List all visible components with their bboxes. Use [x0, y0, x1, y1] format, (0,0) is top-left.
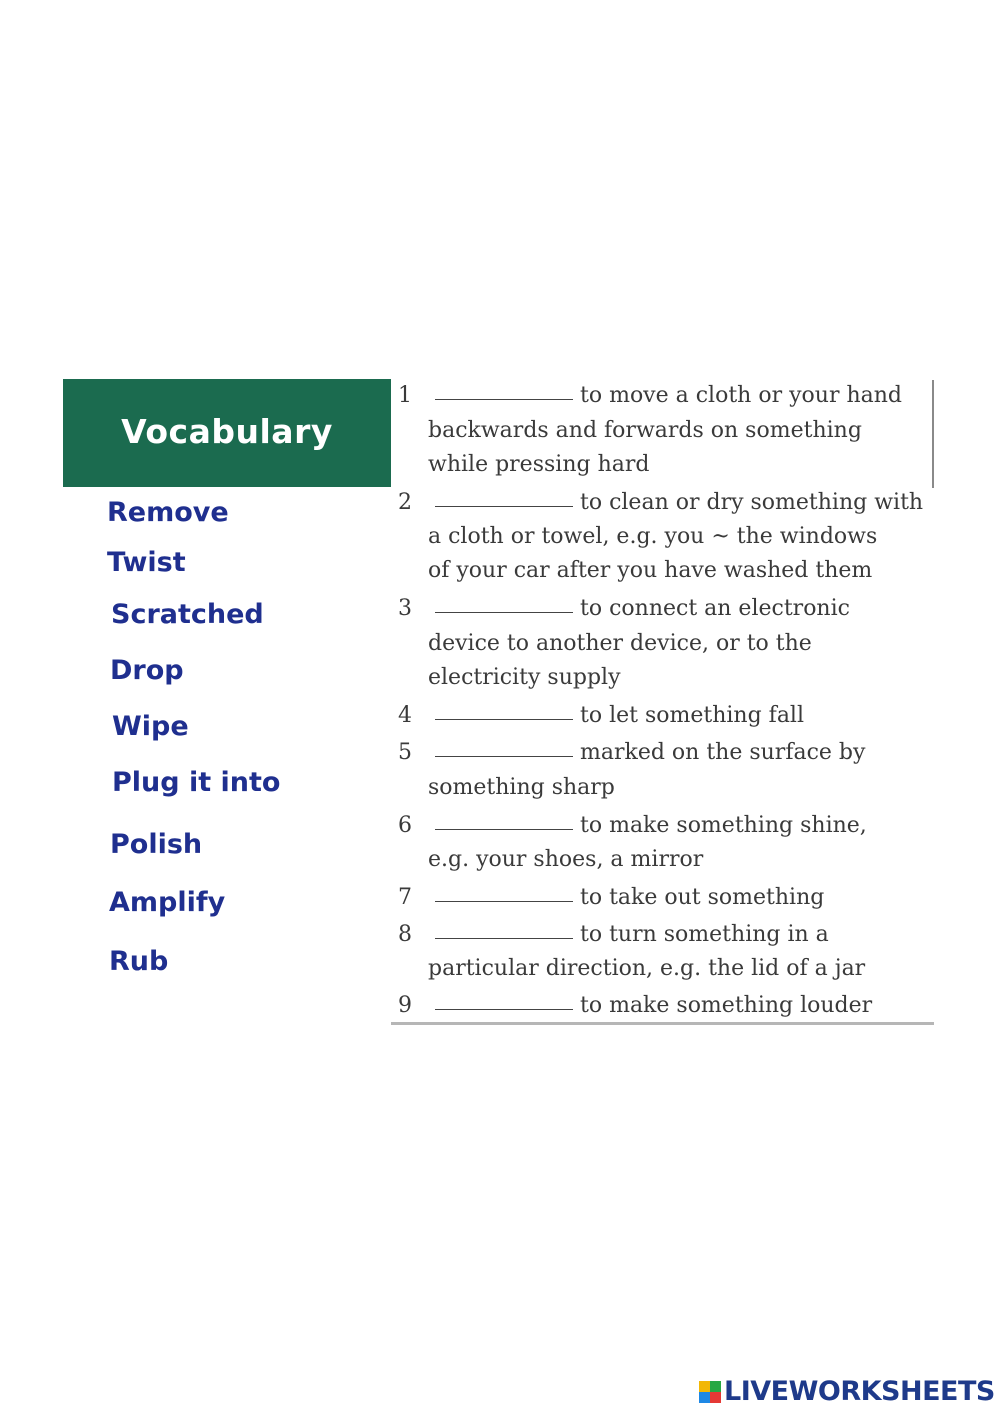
vocabulary-header	[63, 379, 391, 487]
answer-blank-6[interactable]	[435, 829, 573, 830]
definition-number: 5	[398, 740, 412, 765]
definition-text: to turn something in a	[580, 922, 829, 947]
word-bank-item[interactable]: Amplify	[109, 887, 226, 918]
definition-text: device to another device, or to the	[428, 631, 812, 656]
definition-2	[391, 492, 923, 514]
definition-text: to make something shine,	[580, 813, 867, 838]
word-bank-item[interactable]: Plug it into	[112, 767, 281, 798]
definition-text: while pressing hard	[428, 452, 650, 477]
word-bank-item[interactable]: Drop	[110, 655, 184, 686]
answer-blank-5[interactable]	[435, 756, 573, 757]
definition-8	[391, 924, 829, 946]
word-bank-item[interactable]: Rub	[109, 946, 169, 977]
definition-number: 3	[398, 596, 412, 621]
answer-blank-3[interactable]	[435, 612, 573, 613]
definitions-list	[391, 378, 936, 1028]
answer-blank-7[interactable]	[435, 901, 573, 902]
page-title: Vocabulary	[121, 411, 333, 451]
liveworksheets-logo-icon	[699, 1381, 721, 1403]
definition-number: 2	[398, 490, 412, 515]
definition-text: to connect an electronic	[580, 596, 850, 621]
definition-6	[391, 815, 867, 837]
answer-blank-4[interactable]	[435, 719, 573, 720]
liveworksheets-logo	[699, 1378, 995, 1405]
definition-3	[391, 598, 850, 620]
definition-1	[391, 385, 902, 407]
definition-text: to move a cloth or your hand	[580, 383, 902, 408]
word-bank-item[interactable]: Wipe	[112, 711, 189, 742]
answer-blank-8[interactable]	[435, 938, 573, 939]
definition-number: 7	[398, 885, 412, 910]
definition-text: of your car after you have washed them	[428, 558, 873, 583]
answer-blank-9[interactable]	[435, 1009, 573, 1010]
definition-4	[391, 705, 804, 727]
definition-number: 4	[398, 703, 412, 728]
divider	[391, 1022, 934, 1025]
definition-text: e.g. your shoes, a mirror	[428, 847, 704, 872]
definition-7	[391, 887, 824, 909]
word-bank-item[interactable]: Polish	[110, 829, 203, 860]
answer-blank-2[interactable]	[435, 506, 573, 507]
definition-number: 6	[398, 813, 412, 838]
definition-text: particular direction, e.g. the lid of a jar	[428, 956, 866, 981]
definition-9	[391, 995, 872, 1017]
definition-text: marked on the surface by	[580, 740, 866, 765]
definition-text: to take out something	[580, 885, 825, 910]
definition-number: 8	[398, 922, 412, 947]
definition-5	[391, 742, 865, 764]
definition-text: electricity supply	[428, 665, 621, 690]
definition-text: a cloth or towel, e.g. you ~ the windows	[428, 524, 878, 549]
answer-blank-1[interactable]	[435, 399, 573, 400]
definition-text: something sharp	[428, 775, 615, 800]
definition-text: to let something fall	[580, 703, 805, 728]
divider	[932, 380, 934, 488]
word-bank-item[interactable]: Twist	[107, 547, 186, 578]
definition-number: 1	[398, 383, 412, 408]
definition-text: backwards and forwards on something	[428, 418, 862, 443]
definition-number: 9	[398, 993, 412, 1018]
word-bank-item[interactable]: Scratched	[111, 599, 264, 630]
logo-text: LIVEWORKSHEETS	[724, 1376, 995, 1407]
word-bank-item[interactable]: Remove	[107, 497, 229, 528]
definition-text: to make something louder	[580, 993, 873, 1018]
definition-text: to clean or dry something with	[580, 490, 924, 515]
